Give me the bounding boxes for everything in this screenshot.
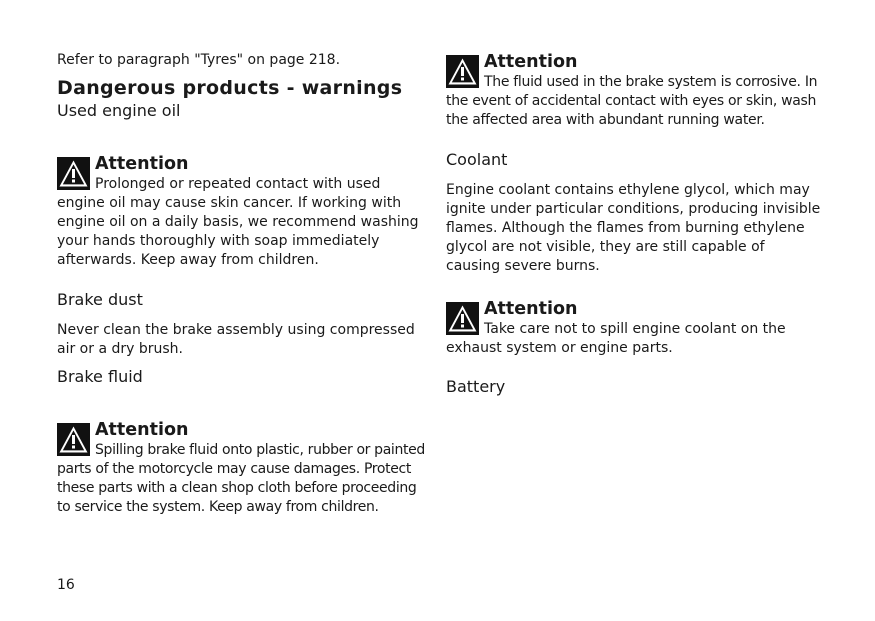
warning-text: The fluid used in the brake system is corrosive. In the event of accidental contact with eyes or skin, wash the affected area with abundant running water. xyxy=(446,74,818,128)
page-number: 16 xyxy=(57,577,75,593)
coolant-text: Engine coolant contains ethylene glycol, which may ignite under particular conditions, producing invisible flames. Although the flames from burning ethylene glycol are not visible, they are still capable of causing severe burns. xyxy=(446,182,821,274)
warning-text: Take care not to spill engine coolant on the exhaust system or engine parts. xyxy=(446,321,786,356)
brake-dust-heading: Brake dust xyxy=(57,290,143,309)
brake-fluid-heading: Brake fluid xyxy=(57,367,143,386)
warning-text: Prolonged or repeated contact with used engine oil may cause skin cancer. If working with engine oil on a daily basis, we recommend washing your hands thoroughly with soap immediately afterwards. Keep away from children. xyxy=(57,176,419,268)
brake-dust-text: Never clean the brake assembly using compressed air or a dry brush. xyxy=(57,322,415,357)
used-oil-heading: Used engine oil xyxy=(57,101,181,120)
battery-heading: Battery xyxy=(446,377,506,396)
section-title: Dangerous products - warnings xyxy=(57,77,403,99)
warning-text: Spilling brake fluid onto plastic, rubber or painted parts of the motorcycle may cause damages. Protect these parts with a clean shop cloth before proceeding to service the system. Keep away from children. xyxy=(57,442,425,515)
warning-title: Attention xyxy=(95,420,189,440)
warning-title: Attention xyxy=(95,154,189,174)
warning-title: Attention xyxy=(484,52,578,72)
warning-title: Attention xyxy=(484,299,578,319)
page-reference: Refer to paragraph "Tyres" on page 218. xyxy=(57,52,341,68)
coolant-heading: Coolant xyxy=(446,150,508,169)
